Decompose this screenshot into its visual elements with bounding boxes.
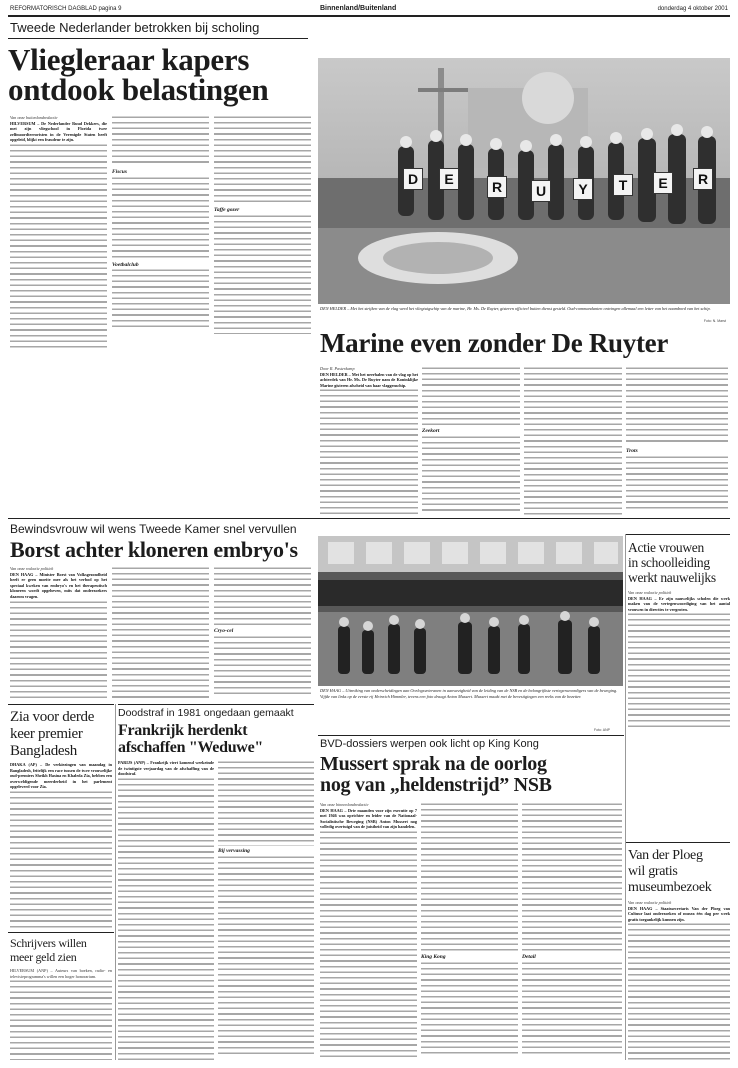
article5-column xyxy=(10,762,112,930)
article5-body-text xyxy=(10,790,112,930)
ship-name-letter-boards xyxy=(403,168,723,199)
article2-body-text xyxy=(626,455,728,511)
article7-column-2 xyxy=(218,760,314,1060)
article8-body-text xyxy=(522,961,622,1057)
article2-byline: Door R. Pasterkamp xyxy=(320,366,355,371)
letter-board: T xyxy=(613,174,633,196)
article3-column-2 xyxy=(112,566,209,700)
article7-supertitle: Doodstraf in 1981 ongedaan gemaakt xyxy=(118,707,294,719)
article3-supertitle: Bewindsvrouw wil wens Tweede Kamer snel vervullen xyxy=(10,522,297,536)
article9-headline xyxy=(628,848,732,896)
article4-headline-line1: Actie vrouwen xyxy=(628,540,704,555)
article5-headline-line3: Bangladesh xyxy=(10,743,77,759)
article6-body-text xyxy=(10,979,112,1060)
article8-column-1 xyxy=(320,802,417,1060)
article1-body-text xyxy=(112,176,209,260)
article2-subhead: Trots xyxy=(626,448,638,454)
article8-column-3 xyxy=(522,802,622,1060)
article3-lead: DEN HAAG – Minister Borst van Volksgezondheid heeft er geen moeite mee als het verbod op het speciaal kweken van embryo's en het therapeutisch kloneren wordt opgeheven, mits dat onderzoekers daarom vragen. xyxy=(10,571,107,599)
photo1-caption: DEN HELDER – Met het strijken van de vlag werd het vliegtuigschip van de marine, Hr. Ms. De Ruyter, gisteren officieel buiten dienst gesteld. Oud-commandanten ontvingen allemaal een letter van het naambord van het schip. xyxy=(320,306,711,311)
article1-body-text xyxy=(10,143,107,350)
article3-body-text xyxy=(214,635,311,697)
article4-body-text xyxy=(628,612,730,730)
letter-board: E xyxy=(439,168,459,190)
article8-body-text xyxy=(320,830,417,1060)
article7-top-rule xyxy=(118,704,314,705)
article4-lead: DEN HAAG – Er zijn nauwelijks scholen die werk maken van de vertegenwoordiging van het aantal vrouwen in directies te vergroten. xyxy=(628,595,730,612)
article2-body-text xyxy=(626,366,728,446)
article4-headline-line2: in schoolleiding xyxy=(628,555,710,570)
article1-body-text xyxy=(214,115,311,205)
article2-column-2 xyxy=(422,366,520,516)
article4-top-rule xyxy=(626,534,730,535)
article5-headline-line2: keer premier xyxy=(10,726,83,742)
nsb-ceremony-image xyxy=(318,536,623,686)
article1-lead: HILVERSUM – De Nederlander Ruud Dekkers, die met zijn vliegschool in Florida twee zelfmoordterroristen in de Verenigde Staten heeft opgeleid, blijkt een fraudeur te zijn. xyxy=(10,120,107,143)
article9-body-text xyxy=(628,922,730,1060)
article9-byline: Van onze redactie politiek xyxy=(628,900,672,905)
article1-body-text xyxy=(112,115,209,167)
article1-subhead: Voetbalclub xyxy=(112,261,139,268)
page-header-section: Binnenland/Buitenland xyxy=(320,5,397,12)
article4-byline: Van onze redactie politiek xyxy=(628,590,672,595)
article3-column-1 xyxy=(10,566,107,700)
page-header-left: REFORMATORISCH DAGBLAD pagina 9 xyxy=(10,6,122,12)
article8-subhead: King Kong xyxy=(421,954,446,960)
article3-top-rule xyxy=(8,518,730,519)
article7-headline-line2: afschaffen "Weduwe" xyxy=(118,739,263,756)
article9-lead: DEN HAAG – Staatssecretaris Van der Ploeg van Cultuur laat onderzoeken of musea één dag per week gratis toegankelijk kunnen zijn. xyxy=(628,905,730,922)
column-divider xyxy=(115,704,116,1060)
article9-column xyxy=(628,900,730,1060)
article5-top-rule xyxy=(8,704,114,705)
letter-board: R xyxy=(693,168,713,190)
article2-column-3 xyxy=(524,366,622,516)
article7-subhead: Bij vervassing xyxy=(218,848,250,854)
article2-subhead: Zeekort xyxy=(422,428,440,434)
header-rule xyxy=(8,15,730,17)
article8-headline xyxy=(320,754,624,796)
article8-supertitle: BVD-dossiers werpen ook licht op King Kong xyxy=(320,738,539,750)
article3-subhead: Cryo-cel xyxy=(214,628,234,634)
letter-board: R xyxy=(487,176,507,198)
column-divider xyxy=(625,534,626,1060)
article3-column-3 xyxy=(214,566,311,700)
article2-column-4 xyxy=(626,366,728,516)
letter-board: Y xyxy=(573,178,593,200)
article7-headline-line1: Frankrijk herdenkt xyxy=(118,722,248,739)
article9-headline-line3: museumbezoek xyxy=(628,880,712,895)
article1-body-text xyxy=(214,214,311,334)
article7-headline xyxy=(118,722,318,756)
article6-top-rule xyxy=(8,932,114,933)
article8-lead: DEN HAAG – Drie maanden voor zijn executie op 7 mei 1946 was oprichter en leider van de Nationaal-Socialistische Beweging (NSB) Anton Mussert nog volledig overtuigd van de juistheid van zijn handelen. xyxy=(320,807,417,830)
article1-byline: Van onze buitenlandredactie xyxy=(10,115,58,120)
article1-rule xyxy=(8,38,308,39)
article7-column-1 xyxy=(118,760,214,1060)
article9-top-rule xyxy=(626,842,730,843)
article6-headline xyxy=(10,936,114,964)
article2-body-text xyxy=(320,388,418,516)
article6-lead: HILVERSUM (ANP) – Auteurs van boeken, radio- en televisieprogramma's willen een hoger honorarium. xyxy=(10,968,112,979)
article7-lead: PARIJS (ANP) – Frankrijk viert komend weekeinde de twintigste verjaardag van de afschaffing van de doodstraf. xyxy=(118,760,214,777)
article2-headline: Marine even zonder De Ruyter xyxy=(320,328,669,358)
article6-column xyxy=(10,968,112,1060)
article2-body-text xyxy=(524,366,622,516)
photo2-credit: Foto: ANP xyxy=(594,728,610,732)
article8-body-text xyxy=(421,961,518,1057)
article3-byline: Van onze redactie politiek xyxy=(10,566,54,571)
page-header-date: donderdag 4 oktober 2001 xyxy=(657,6,728,12)
article9-headline-line1: Van der Ploeg xyxy=(628,848,703,863)
article3-headline: Borst achter kloneren embryo's xyxy=(10,537,298,562)
article1-column-1 xyxy=(10,115,107,350)
article1-subhead: Taffe gozer xyxy=(214,207,240,213)
article3-body-text xyxy=(112,566,209,700)
article4-headline-line3: werkt nauwelijks xyxy=(628,570,716,585)
article2-body-text xyxy=(422,435,520,511)
photo2-caption: DEN HAAG – Uitreiking van onderscheidingen aan Oorlogsveteranen in aanwezigheid van de leiding van de NSB en de belangrijkste vertegenwoordigers van de beweging. Vijfde van links op de eerste rij Heinrich Himmler, tevens een foto draagt Anton Mussert. Mussert maakt met de bevestigingen een reeks van de bezetter. xyxy=(320,688,618,699)
article7-body-text xyxy=(218,855,314,1055)
article2-lead: DEN HELDER – Met het neerhalen van de vlag op het achterdek van Hr. Ms. De Ruyter nam de Koninklijke Marine gisteren afscheid van haar vlaggenschip. xyxy=(320,371,418,388)
article1-headline-line1: Vliegleraar kapers xyxy=(8,42,250,77)
photo-nsb-ceremony xyxy=(318,536,623,686)
photo1-credit: Foto: N. Marst xyxy=(703,319,726,323)
article8-headline-line2: nog van „heldenstrijd” NSB xyxy=(320,774,552,796)
article4-column xyxy=(628,590,730,730)
letter-board: U xyxy=(531,180,551,202)
article6-headline-line1: Schrijvers willen xyxy=(10,936,87,950)
article8-column-2 xyxy=(421,802,518,1060)
article4-headline xyxy=(628,540,732,585)
article3-body-text xyxy=(214,566,311,626)
article6-headline-line2: meer geld zien xyxy=(10,950,77,964)
article1-body-text xyxy=(112,268,209,328)
article8-subhead: Detail xyxy=(522,954,536,960)
article8-body-text xyxy=(421,802,518,952)
article1-headline xyxy=(8,42,313,107)
article7-body-text xyxy=(118,777,214,1060)
letter-board: E xyxy=(653,172,673,194)
article5-lead: DHAKA (AP) – De verkiezingen van maandag in Bangladesh, feitelijk een race tussen de twee vrouwelijke oud-premiers Sheikh Hasina en Khaleda Zia, hebben een overweldigende meerderheid in het parlement opgeleverd voor Zia. xyxy=(10,762,112,790)
article2-body-text xyxy=(422,366,520,426)
article5-headline xyxy=(10,709,114,760)
article1-column-2 xyxy=(112,115,209,350)
photo-ship-ceremony xyxy=(318,58,730,304)
article1-subhead: Fiscus xyxy=(112,169,127,175)
article9-headline-line2: wil gratis xyxy=(628,864,678,879)
letter-board: D xyxy=(403,168,423,190)
article2-column-1 xyxy=(320,366,418,516)
article8-top-rule xyxy=(318,735,624,736)
article3-body-text xyxy=(10,600,107,700)
article1-column-3 xyxy=(214,115,311,350)
article8-byline: Van onze binnenlandredactie xyxy=(320,802,369,807)
article5-headline-line1: Zia voor derde xyxy=(10,709,95,725)
article1-supertitle: Tweede Nederlander betrokken bij scholing xyxy=(10,20,260,35)
article8-body-text xyxy=(522,802,622,952)
article1-headline-line2: ontdook belastingen xyxy=(8,72,269,107)
article8-headline-line1: Mussert sprak na de oorlog xyxy=(320,753,547,775)
article7-body-text xyxy=(218,760,314,846)
